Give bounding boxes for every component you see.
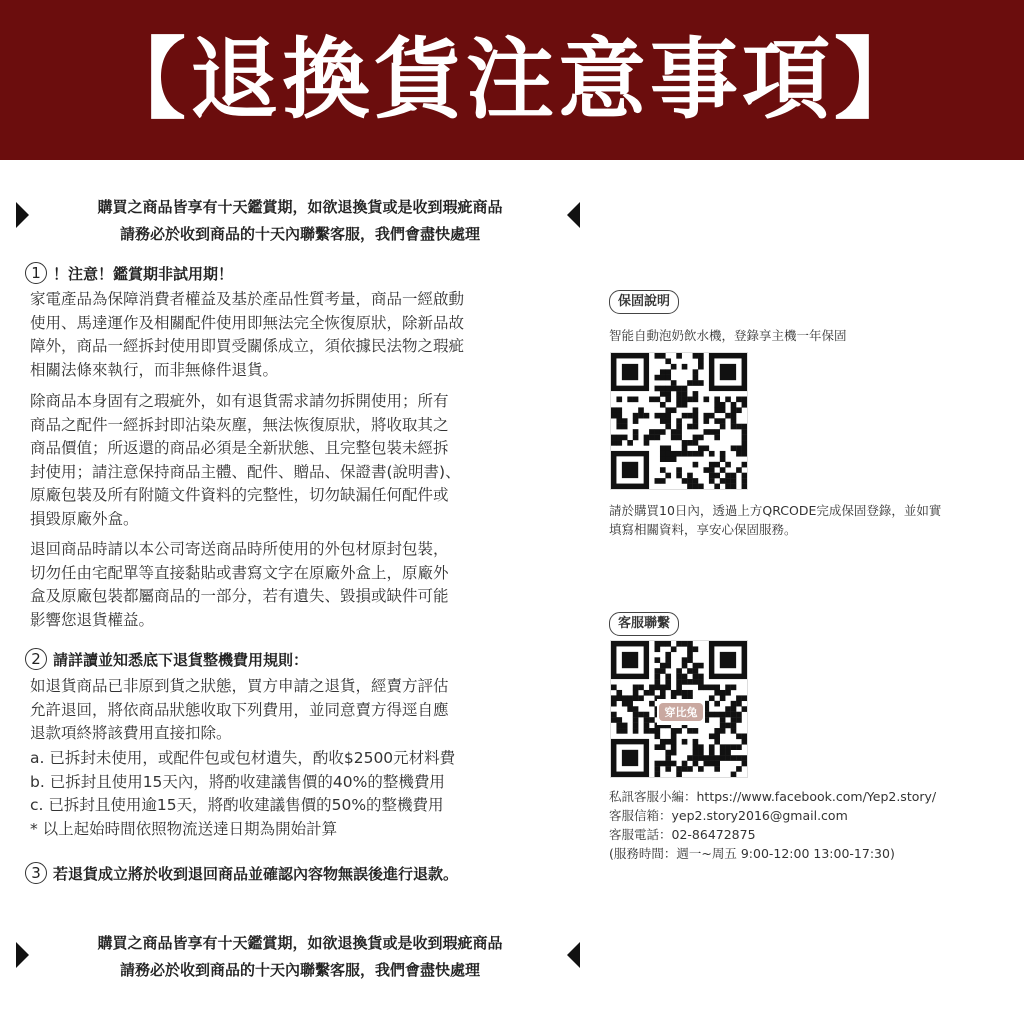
section-1-paragraph-1	[30, 288, 560, 382]
fee-item: a. 已拆封未使用，或配件包或包材遺失，酌收$2500元材料費	[30, 749, 456, 767]
text-line: 障外，商品一經拆封使用即買受關係成立，須依據民法物之瑕疵	[30, 337, 465, 355]
text-line: 請於購買10日內，透過上方QRCODE完成保固登錄，並如實	[609, 503, 942, 518]
brand-logo: 穿比兔	[664, 706, 698, 719]
facebook-link[interactable]: 私訊客服小編：https://www.facebook.com/Yep2.story/	[609, 789, 937, 804]
text-line: 商品之配件一經拆封即沾染灰塵，無法恢復原狀，將收取其之	[30, 415, 449, 434]
service-qr-code[interactable]	[610, 640, 748, 778]
section-3-heading	[25, 862, 458, 884]
text-line: 損毀原廠外盒。	[30, 509, 139, 528]
section-1-paragraph-3	[30, 538, 560, 632]
text-line: 退款項終將該費用直接扣除。	[30, 724, 232, 742]
number-badge: 1	[25, 262, 47, 284]
text-line: 相關法條來執行，而非無條件退貨。	[30, 360, 279, 379]
section-1-heading	[25, 262, 233, 284]
text-line: 填寫相關資料，享安心保固服務。	[609, 522, 797, 537]
text-line: 退回商品時請以本公司寄送商品時所使用的外包材原封包裝，	[30, 540, 449, 558]
section-2-paragraph	[30, 675, 560, 746]
text-line: 家電產品為保障消費者權益及基於產品性質考量，商品一經啟動	[30, 290, 465, 308]
section-2-heading	[25, 648, 308, 670]
warranty-qr-code[interactable]	[610, 352, 748, 490]
section-1-title: ！注意！鑑賞期非試用期！	[53, 264, 234, 283]
text-line: 盒及原廠包裝都屬商品的一部分，若有遺失、毀損或缺件可能	[30, 587, 449, 605]
fee-item: c. 已拆封且使用逾15天，將酌收建議售價的50%的整機費用	[30, 796, 444, 814]
text-line: 切勿任由宅配單等直接黏貼或書寫文字在原廠外盒上，原廠外	[30, 563, 449, 582]
section-2-title: 請詳讀並知悉底下退貨整機費用規則：	[53, 650, 309, 669]
warranty-tag: 保固說明	[609, 290, 679, 314]
section-1-paragraph-2	[30, 390, 560, 531]
page-title: 【退換貨注意事項】	[97, 28, 926, 131]
text-line: 商品價值；所返還的商品必須是全新狀態、且完整包裝未經拆	[30, 439, 449, 457]
fee-item: * 以上起始時間依照物流送達日期為開始計算	[30, 819, 338, 838]
fee-list	[30, 747, 560, 841]
notice-bottom	[0, 930, 600, 984]
notice-line-1: 購買之商品皆享有十天鑑賞期，如欲退換貨或是收到瑕疵商品	[97, 934, 503, 952]
text-line: 如退貨商品已非原到貨之狀態，買方申請之退貨，經賣方評估	[30, 677, 449, 695]
service-contact	[609, 787, 936, 863]
fee-item: b. 已拆封且使用15天內，將酌收建議售價的40%的整機費用	[30, 772, 445, 791]
email-link[interactable]: 客服信箱：yep2.story2016@gmail.com	[609, 808, 848, 823]
notice-line-2: 請務必於收到商品的十天內聯繫客服，我們會盡快處理	[119, 961, 480, 979]
notice-top	[0, 194, 600, 248]
text-line: 影響您退貨權益。	[30, 610, 155, 629]
number-badge: 3	[25, 862, 47, 884]
text-line: 封使用；請注意保持商品主體、配件、贈品、保證書(說明書)、	[30, 462, 461, 481]
text-line: 原廠包裝及所有附隨文件資料的完整性，切勿缺漏任何配件或	[30, 486, 449, 504]
warranty-note	[609, 501, 941, 539]
warranty-description: 智能自動泡奶飲水機，登錄享主機一年保固	[609, 328, 847, 343]
header-banner	[0, 0, 1024, 160]
number-badge: 2	[25, 648, 47, 670]
text-line: 使用、馬達運作及相關配件使用即無法完全恢復原狀，除新品故	[30, 313, 465, 332]
text-line: 除商品本身固有之瑕疵外，如有退貨需求請勿拆開使用；所有	[30, 392, 449, 410]
notice-line-2: 請務必於收到商品的十天內聯繫客服，我們會盡快處理	[119, 225, 480, 243]
notice-line-1: 購買之商品皆享有十天鑑賞期，如欲退換貨或是收到瑕疵商品	[97, 198, 503, 216]
phone-number: 客服電話：02-86472875	[609, 827, 756, 842]
service-hours: (服務時間：週一~周五 9:00-12:00 13:00-17:30)	[609, 846, 895, 861]
text-line: 允許退回，將依商品狀態收取下列費用，並同意賣方得逕自應	[30, 700, 449, 719]
section-3-title: 若退貨成立將於收到退回商品並確認內容物無誤後進行退款。	[53, 864, 459, 883]
service-tag: 客服聯繫	[609, 612, 679, 636]
